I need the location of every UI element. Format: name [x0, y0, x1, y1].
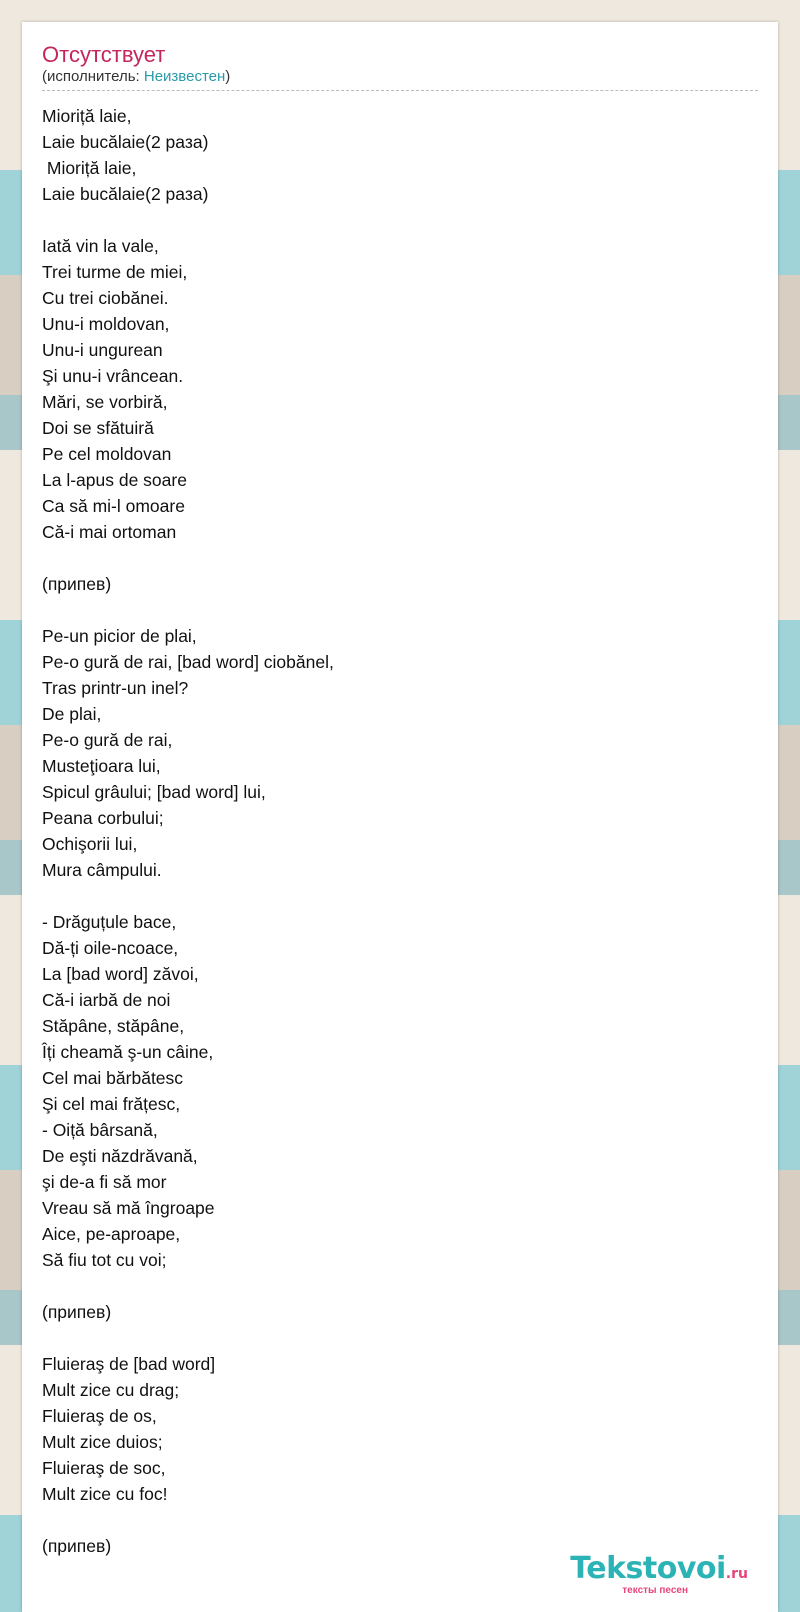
lyric-blank-line [42, 1507, 758, 1533]
lyric-line: Stăpâne, stăpâne, [42, 1016, 185, 1036]
lyric-line: Pe cel moldovan [42, 444, 172, 464]
lyric-line: Şi unu-i vrâncean. [42, 366, 184, 386]
lyric-blank-line [42, 207, 758, 233]
lyric-line: Laie bucălaie(2 раза) [42, 184, 209, 204]
logo-name: Tekstovoi [570, 1551, 726, 1586]
lyric-line: Doi se sfătuiră [42, 418, 154, 438]
lyrics-body [42, 103, 758, 1559]
lyric-line: Cu trei ciobănei. [42, 288, 169, 308]
lyric-blank-line [42, 545, 758, 571]
lyric-line: De plai, [42, 704, 102, 724]
lyric-line: Pe-o gură de rai, [bad word] ciobănel, [42, 652, 334, 672]
lyric-line: Că-i mai ortoman [42, 522, 177, 542]
lyric-line: Să fiu tot cu voi; [42, 1250, 167, 1270]
lyric-line: - Drăguțule bace, [42, 912, 177, 932]
lyric-line: Că-i iarbă de noi [42, 990, 171, 1010]
lyric-line: Spicul grâului; [bad word] lui, [42, 782, 266, 802]
lyric-line: Fluieraş de os, [42, 1406, 157, 1426]
lyric-line: Mult zice cu foc! [42, 1484, 168, 1504]
lyric-line: (припев) [42, 574, 112, 594]
artist-prefix: (исполнитель: [42, 68, 144, 85]
lyric-line: Dă-ți oile-ncoace, [42, 938, 179, 958]
lyric-line: Şi cel mai frățesc, [42, 1094, 181, 1114]
lyric-line: Mult zice cu drag; [42, 1380, 180, 1400]
lyric-line: Ochişorii lui, [42, 834, 138, 854]
lyric-line: (припев) [42, 1302, 112, 1322]
lyric-line: Peana corbului; [42, 808, 164, 828]
lyric-line: (припев) [42, 1536, 112, 1556]
lyric-line: Vreau să mă îngroape [42, 1198, 215, 1218]
lyric-blank-line [42, 1325, 758, 1351]
lyric-line: Ca să mi-l omoare [42, 496, 185, 516]
lyric-line: Tras printr-un inel? [42, 678, 189, 698]
lyric-line: Iată vin la vale, [42, 236, 159, 256]
artist-suffix: ) [225, 68, 231, 85]
lyric-line: Fluieraş de [bad word] [42, 1354, 216, 1374]
lyric-line: Mult zice duios; [42, 1432, 163, 1452]
logo-tld: .ru [725, 1566, 748, 1582]
lyric-line: Unu-i ungurean [42, 340, 163, 360]
lyrics-card [22, 22, 778, 1612]
lyric-line: şi de-a fi să mor [42, 1172, 167, 1192]
lyric-line: Trei turme de miei, [42, 262, 188, 282]
lyric-line: Mura câmpului. [42, 860, 162, 880]
lyric-line: Unu-i moldovan, [42, 314, 170, 334]
lyric-line: De eşti năzdrăvană, [42, 1146, 198, 1166]
lyric-line: Mări, se vorbiră, [42, 392, 168, 412]
lyric-blank-line [42, 1273, 758, 1299]
lyric-blank-line [42, 883, 758, 909]
lyric-line: Pe-un picior de plai, [42, 626, 197, 646]
lyric-line: Pe-o gură de rai, [42, 730, 173, 750]
artist-line [42, 68, 758, 91]
lyric-line: Mioriță laie, [42, 158, 137, 178]
lyric-line: Cel mai bărbătesc [42, 1068, 184, 1088]
artist-link[interactable]: Неизвестен [143, 68, 226, 85]
lyric-line: Musteţioara lui, [42, 756, 161, 776]
lyric-line: La l-apus de soare [42, 470, 187, 490]
lyric-line: Mioriță laie, [42, 106, 132, 126]
song-title: Отсутствует [42, 42, 166, 67]
lyric-line: Laie bucălaie(2 раза) [42, 132, 209, 152]
logo-tagline: тексты песен [622, 1585, 688, 1596]
lyric-line: Aice, pe-aproape, [42, 1224, 181, 1244]
tekstovoi-logo[interactable] [548, 1551, 748, 1596]
lyric-line: Îți cheamă ş-un câine, [42, 1042, 214, 1062]
lyric-line: Fluieraş de soc, [42, 1458, 166, 1478]
lyric-line: La [bad word] zăvoi, [42, 964, 199, 984]
lyric-line: - Oiță bârsană, [42, 1120, 158, 1140]
lyric-blank-line [42, 597, 758, 623]
